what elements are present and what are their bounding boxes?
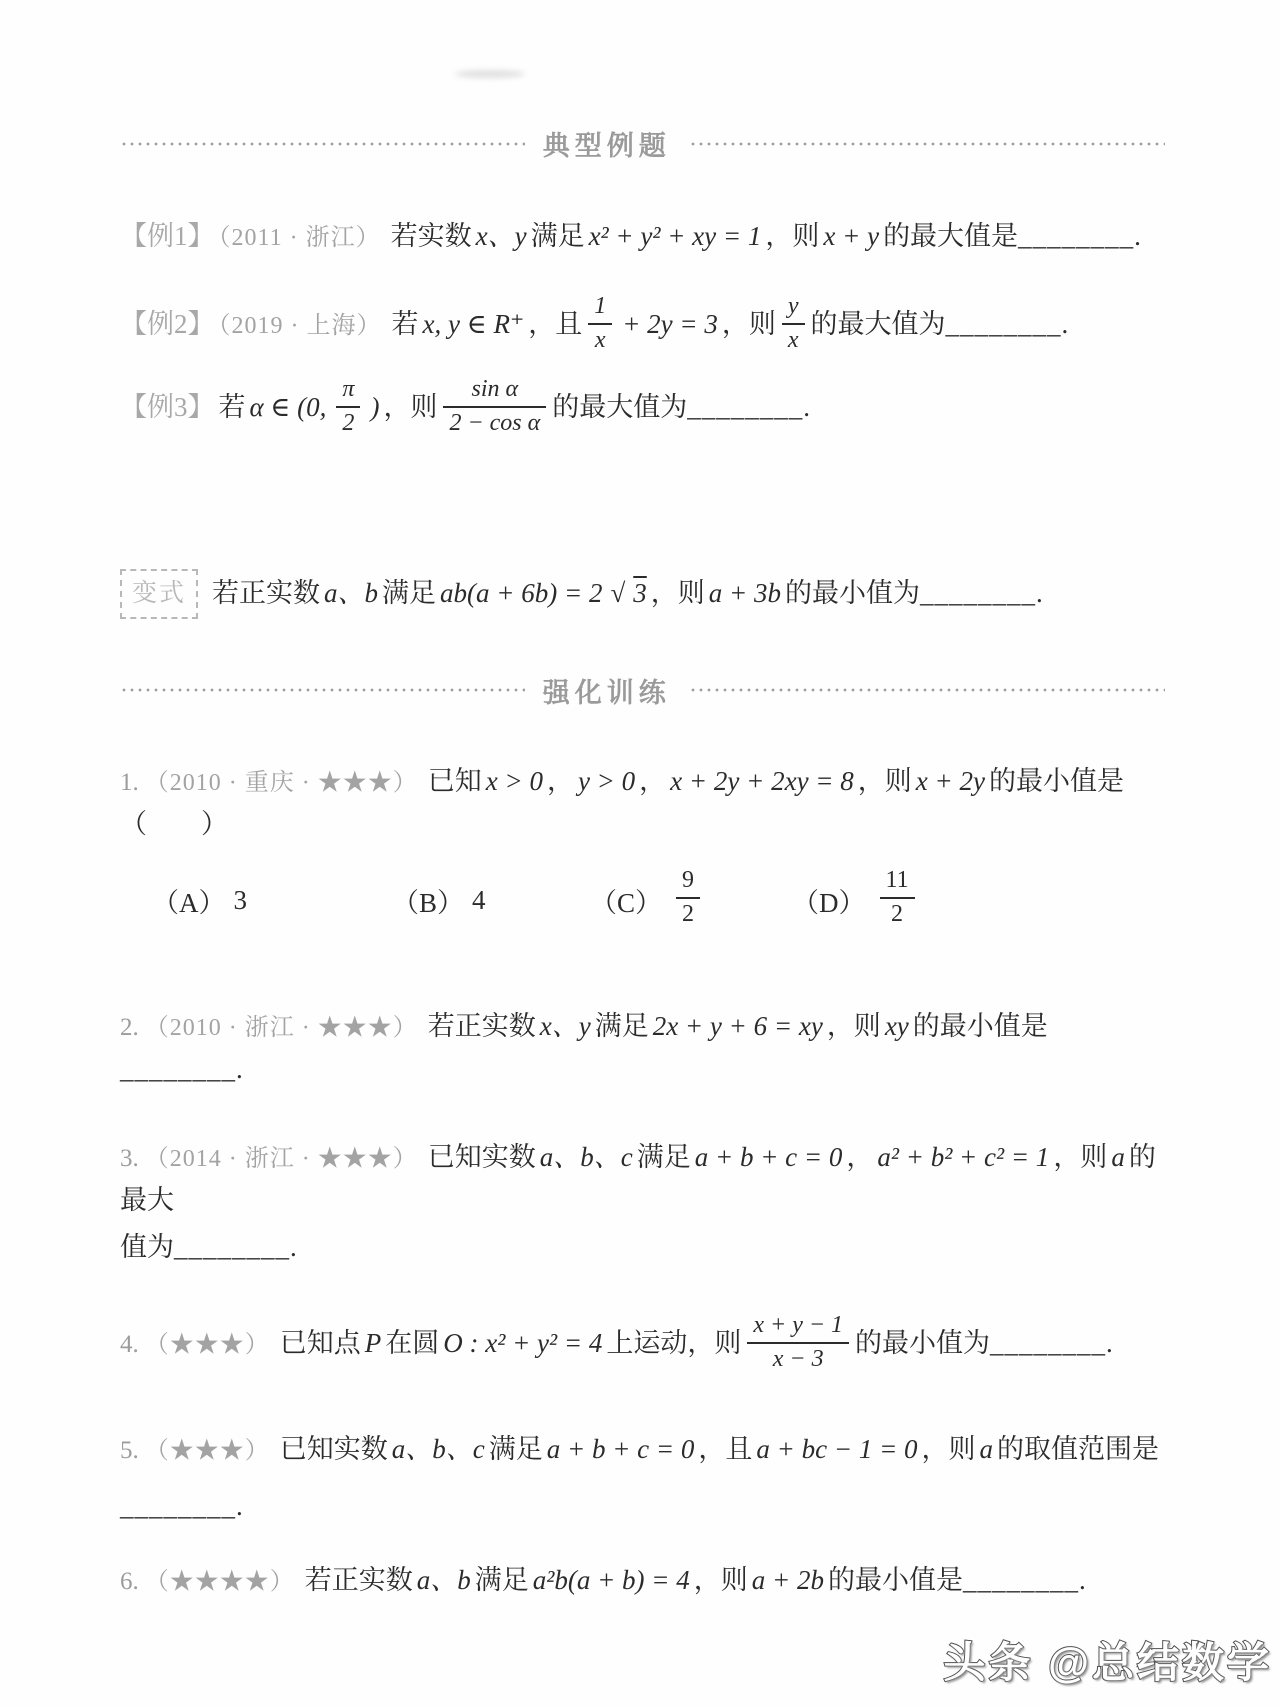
dotted-rule-right <box>689 688 1165 692</box>
problem-2-text: 满足 <box>594 1011 649 1042</box>
problem-4-source: （★★★） <box>144 1331 270 1358</box>
example-3-text: ，则 <box>383 392 438 423</box>
variation-body <box>212 572 1043 615</box>
example-2-text: ，且 <box>528 308 583 339</box>
answer-blank: ________ <box>687 392 804 423</box>
problem-5-number: 5. <box>120 1437 139 1465</box>
answer-blank: ________ <box>120 1491 236 1522</box>
problem-5-source: （★★★） <box>144 1438 270 1465</box>
math-expression: a + b + c = 0 <box>546 1434 695 1465</box>
problem-3-source: （2014 · 浙江 · ★★★） <box>144 1145 418 1172</box>
problem-6-number: 6. <box>120 1567 139 1595</box>
dotted-rule-right <box>689 142 1165 146</box>
problem-3-text: 值为 <box>120 1231 174 1262</box>
variation-text: 满足 <box>382 577 437 608</box>
problem-5-text: ，则 <box>921 1434 976 1465</box>
fraction-denominator: 2 <box>682 900 695 927</box>
problem-1-options <box>152 866 1165 931</box>
math-expression: x + y <box>823 221 880 251</box>
answer-blank: ________ <box>945 308 1062 339</box>
problem-3-text: 的最大 <box>120 1141 1156 1215</box>
fraction-denominator: x <box>594 326 606 353</box>
example-2-source: （2019 · 上海） <box>218 312 382 339</box>
example-3-label: 【例3】 <box>120 392 215 423</box>
example-2 <box>120 293 1165 357</box>
example-1-label: 【例1】 <box>120 221 215 251</box>
math-expression: x、y <box>475 221 527 251</box>
fraction-numerator: 11 <box>880 867 915 899</box>
math-expression: O : x² + y² = 4 <box>443 1327 603 1358</box>
example-3 <box>120 376 1165 440</box>
variation-label: 变式 <box>120 569 198 619</box>
sqrt-icon: √ <box>610 577 626 608</box>
answer-blank: ________ <box>920 577 1036 608</box>
problem-6-text: 的最小值是 <box>828 1564 964 1595</box>
problem-6-text: 满足 <box>474 1564 529 1595</box>
math-expression: x² + y² + xy = 1 <box>588 221 762 251</box>
math-expression: a、b、c <box>391 1434 485 1465</box>
example-1 <box>120 215 1165 258</box>
problem-4-text: 已知点 <box>279 1327 361 1358</box>
dotted-rule-left <box>120 142 525 146</box>
example-1-text: 的最大值是 <box>883 221 1019 251</box>
problem-1-text: ， <box>639 765 667 796</box>
period: . <box>1134 221 1141 251</box>
problem-3-number: 3. <box>120 1144 139 1172</box>
option-a-value: 3 <box>233 885 247 916</box>
math-expression: a + 3b <box>708 577 781 608</box>
fraction-denominator: 2 <box>342 409 355 436</box>
math-expression: a <box>979 1434 994 1465</box>
fraction <box>676 867 700 928</box>
example-2-text: 若 <box>391 308 419 339</box>
period: . <box>290 1231 297 1262</box>
period: . <box>1079 1564 1086 1595</box>
math-expression: a、b <box>416 1564 471 1595</box>
period: . <box>1061 308 1069 339</box>
option-b <box>392 881 590 920</box>
math-expression: x, y ∈ R⁺ <box>422 308 525 339</box>
problem-1-text: 已知 <box>427 765 482 796</box>
variation-text: 的最小值为 <box>785 577 920 608</box>
sqrt-radicand: 3 <box>633 577 647 608</box>
period: . <box>236 1491 243 1522</box>
fraction <box>747 1312 849 1373</box>
option-a-label: （A） <box>152 888 226 919</box>
example-3-text: 若 <box>218 392 246 423</box>
option-b-label: （B） <box>392 888 465 919</box>
math-expression: P <box>364 1327 382 1358</box>
problem-1-text: ， <box>546 765 574 796</box>
problem-1-source: （2010 · 重庆 · ★★★） <box>144 769 418 796</box>
math-expression: y > 0 <box>577 765 636 796</box>
problem-1-text: ，则 <box>857 765 912 796</box>
math-expression: a + b + c = 0 <box>694 1141 843 1172</box>
problem-5 <box>120 1428 1165 1528</box>
problem-5-line1 <box>120 1428 1165 1471</box>
fraction-denominator: 2 <box>891 900 904 927</box>
section-title-training: 强化训练 <box>542 677 671 708</box>
variation-text: 若正实数 <box>212 577 321 608</box>
problem-3-line1 <box>120 1136 1165 1222</box>
math-expression: x + 2y + 2xy = 8 <box>670 765 854 796</box>
math-expression: x > 0 <box>485 765 543 796</box>
example-1-text: 满足 <box>530 221 585 251</box>
period: . <box>803 392 810 423</box>
answer-blank: ________ <box>120 1054 236 1085</box>
dotted-rule-left <box>120 688 525 692</box>
problem-3-text: ，则 <box>1053 1141 1108 1172</box>
problem-2-source: （2010 · 浙江 · ★★★） <box>144 1015 418 1042</box>
problem-2-text: ，则 <box>826 1011 881 1042</box>
scan-smudge <box>455 70 525 78</box>
problem-5-text: 已知实数 <box>279 1434 388 1465</box>
option-b-value: 4 <box>472 885 486 916</box>
fraction-numerator: π <box>336 376 360 408</box>
problem-3 <box>120 1136 1165 1270</box>
section-header-training <box>120 671 1165 710</box>
fraction-numerator: y <box>782 293 805 325</box>
problem-5-line2 <box>120 1485 1165 1528</box>
math-expression: a + bc − 1 = 0 <box>756 1434 918 1465</box>
math-expression: a² + b² + c² = 1 <box>877 1141 1050 1172</box>
math-expression: α ∈ (0, <box>249 392 327 423</box>
problem-2-text: 若正实数 <box>427 1011 536 1042</box>
example-2-label: 【例2】 <box>120 308 215 339</box>
example-2-text: 的最大值为 <box>810 308 946 339</box>
fraction-numerator: x + y − 1 <box>747 1312 849 1344</box>
math-expression: a、b <box>324 577 379 608</box>
problem-2-number: 2. <box>120 1014 139 1042</box>
period: . <box>1106 1327 1113 1358</box>
problem-1 <box>120 760 1165 846</box>
example-1-source: （2011 · 浙江） <box>218 225 381 251</box>
answer-blank: ________ <box>174 1231 290 1262</box>
math-expression: ) <box>370 392 380 423</box>
math-expression: xy <box>884 1011 909 1042</box>
option-d-label: （D） <box>792 888 866 919</box>
math-expression: a + 2b <box>751 1564 825 1595</box>
problem-3-text: 满足 <box>636 1141 691 1172</box>
answer-blank: ________ <box>990 1327 1107 1358</box>
fraction <box>336 376 360 437</box>
example-2-text: ，则 <box>721 308 776 339</box>
math-expression: a、b、c <box>539 1141 633 1172</box>
fraction-numerator: 9 <box>676 867 700 899</box>
answer-blank: ________ <box>963 1564 1080 1595</box>
section-header-examples <box>120 0 1165 163</box>
period: . <box>1036 577 1043 608</box>
example-3-text: 的最大值为 <box>552 392 688 423</box>
math-expression: a²b(a + b) = 4 <box>532 1564 690 1595</box>
problem-4-number: 4. <box>120 1330 139 1358</box>
option-d <box>792 866 921 931</box>
option-c <box>590 866 792 931</box>
variation-problem <box>120 569 1165 619</box>
fraction-numerator: 1 <box>588 293 612 325</box>
fraction-numerator: sin α <box>443 376 546 408</box>
fraction <box>782 293 805 354</box>
example-1-text: 若实数 <box>390 221 472 251</box>
fraction <box>443 376 546 437</box>
math-expression: + 2y = 3 <box>622 308 718 339</box>
problem-2-text: 的最小值是 <box>912 1011 1048 1042</box>
fraction-denominator: x <box>787 326 799 353</box>
problem-6-text: 若正实数 <box>304 1564 413 1595</box>
fraction-denominator: x − 3 <box>772 1345 824 1372</box>
option-c-label: （C） <box>590 888 663 919</box>
problem-5-text: 满足 <box>488 1434 543 1465</box>
problem-4-text: 上运动，则 <box>606 1327 742 1358</box>
period: . <box>236 1054 243 1085</box>
problem-4-text: 的最小值为 <box>855 1327 991 1358</box>
problem-5-text: ，且 <box>698 1434 753 1465</box>
problem-1-text: 的最小值是（ ） <box>120 765 1124 839</box>
math-expression: x + 2y <box>915 765 985 796</box>
fraction <box>880 867 915 928</box>
watermark: 头条 @总结数学 <box>943 1639 1272 1686</box>
fraction <box>588 293 612 354</box>
math-expression: 2x + y + 6 = xy <box>652 1011 823 1042</box>
problem-4 <box>120 1312 1165 1376</box>
problem-3-text: 已知实数 <box>427 1141 536 1172</box>
math-expression: a <box>1111 1141 1125 1172</box>
problem-3-line2 <box>120 1226 1165 1269</box>
math-expression: x、y <box>539 1011 591 1042</box>
problem-6 <box>120 1559 1165 1602</box>
variation-text: ，则 <box>650 577 705 608</box>
fraction-denominator: 2 − cos α <box>449 409 541 436</box>
option-a <box>152 881 392 920</box>
problem-6-text: ，则 <box>693 1564 748 1595</box>
problem-6-source: （★★★★） <box>144 1568 295 1595</box>
problem-4-text: 在圆 <box>385 1327 440 1358</box>
problem-1-number: 1. <box>120 768 139 796</box>
math-expression: ab(a + 6b) = 2 <box>440 577 603 608</box>
problem-5-text: 的取值范围是 <box>997 1434 1160 1465</box>
answer-blank: ________ <box>1018 221 1135 251</box>
example-1-text: ，则 <box>765 221 820 251</box>
problem-3-text: ， <box>846 1141 874 1172</box>
problem-2 <box>120 1005 1165 1091</box>
section-title-examples: 典型例题 <box>542 131 671 161</box>
